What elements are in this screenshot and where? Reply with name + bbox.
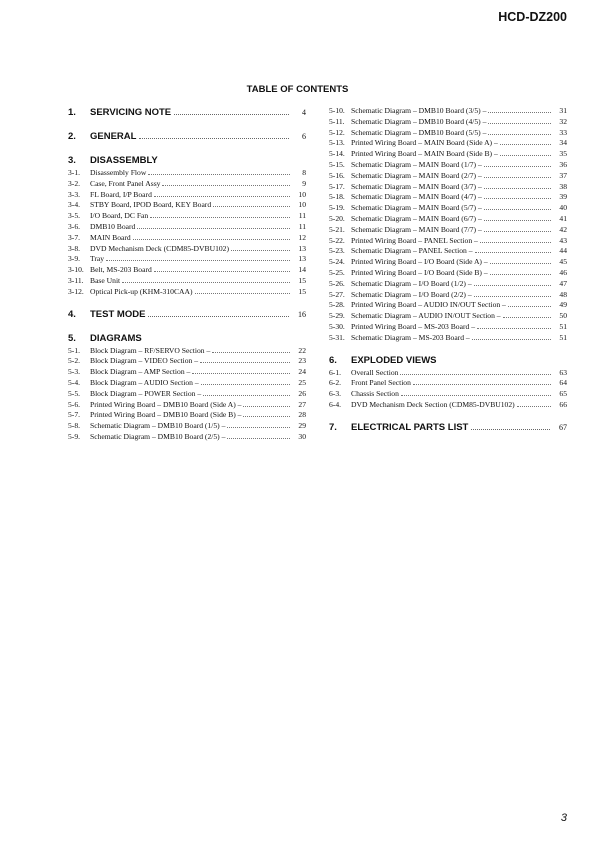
model-number: HCD-DZ200 [498, 10, 567, 24]
entry-label: I/O Board, DC Fan [90, 211, 149, 221]
entry-label: Tray [90, 254, 105, 264]
page-ref: 24 [298, 367, 306, 377]
entry-number: 3-7. [68, 232, 81, 242]
toc-entry[interactable] [329, 117, 567, 128]
entry-number: 3-3. [68, 189, 81, 199]
toc-entry[interactable] [68, 432, 306, 443]
entry-label: Printed Wiring Board – PANEL Section – [351, 235, 478, 245]
entry-label: Disassembly Flow [90, 168, 147, 177]
toc-entry[interactable] [329, 290, 567, 301]
section-label: EXPLODED VIEWS [351, 354, 437, 366]
section-number: 1. [68, 107, 76, 118]
dot-leader [243, 405, 290, 407]
disassembly-list [68, 168, 306, 298]
section-label: TEST MODE [90, 308, 146, 320]
page-ref: 23 [298, 356, 306, 366]
entry-number: 5-22. [329, 235, 345, 245]
page-ref: 66 [559, 399, 567, 409]
dot-leader [484, 230, 551, 232]
dot-leader [227, 426, 290, 428]
dot-leader [484, 197, 551, 199]
toc-entry[interactable] [68, 389, 306, 400]
toc-entry[interactable] [68, 222, 306, 233]
entry-label: Schematic Diagram – MAIN Board (6/7) – [351, 213, 482, 223]
toc-entry[interactable] [68, 400, 306, 411]
entry-number: 3-11. [68, 275, 84, 285]
page-ref: 25 [298, 377, 306, 387]
section-number: 3. [68, 155, 76, 166]
entry-label: Belt, MS-203 Board [90, 265, 152, 275]
dot-leader [480, 241, 551, 243]
page-ref: 35 [559, 149, 567, 159]
entry-number: 3-5. [68, 211, 81, 221]
entry-label: Schematic Diagram – MAIN Board (4/7) – [351, 192, 482, 202]
dot-leader [195, 292, 290, 294]
toc-title: TABLE OF CONTENTS [246, 84, 349, 95]
section-number: 5. [68, 332, 76, 344]
toc-left-column [68, 106, 306, 443]
entry-label: Schematic Diagram – DMB10 Board (4/5) – [351, 116, 487, 126]
section-label: SERVICING NOTE [90, 107, 172, 118]
dot-leader [484, 165, 551, 167]
entry-number: 5-29. [329, 311, 345, 321]
dot-leader [490, 262, 551, 264]
page-ref: 33 [559, 127, 567, 137]
entry-label: Block Diagram – RF/SERVO Section – [90, 345, 211, 355]
entry-label: Optical Pick-up (KHM-310CAA) [90, 286, 193, 296]
toc-section-diagrams[interactable] [68, 332, 306, 346]
toc-entry[interactable] [329, 279, 567, 290]
page-ref: 51 [559, 332, 567, 342]
entry-number: 6-3. [329, 389, 342, 399]
dot-leader [139, 137, 289, 139]
entry-number: 6-2. [329, 378, 342, 388]
entry-label: STBY Board, IPOD Board, KEY Board [90, 200, 212, 210]
dot-leader [401, 394, 551, 396]
entry-label: Overall Section [351, 367, 399, 377]
entry-number: 5-24. [329, 257, 345, 267]
entry-label: DVD Mechanism Deck Section (CDM85-DVBU102) [351, 399, 515, 409]
page-ref: 49 [559, 300, 567, 310]
toc-entry[interactable] [329, 236, 567, 247]
toc-right-column [329, 106, 567, 435]
page-ref: 48 [559, 289, 567, 299]
entry-label: Printed Wiring Board – MAIN Board (Side B) – [351, 149, 498, 159]
entry-number: 5-27. [329, 289, 345, 299]
entry-number: 5-25. [329, 267, 345, 277]
entry-number: 5-16. [329, 170, 345, 180]
entry-label: Block Diagram – POWER Section – [90, 388, 202, 398]
dot-leader [471, 428, 550, 430]
dot-leader [488, 111, 551, 113]
toc-entry[interactable] [329, 160, 567, 171]
section-label: DIAGRAMS [90, 332, 142, 344]
toc-entry[interactable] [329, 322, 567, 333]
page-ref: 4 [302, 108, 306, 117]
toc-entry[interactable] [329, 128, 567, 139]
entry-number: 3-10. [68, 265, 84, 275]
page-ref: 10 [298, 189, 306, 199]
entry-number: 3-8. [68, 243, 81, 253]
section-number: 6. [329, 354, 337, 366]
section-number: 2. [68, 131, 76, 142]
entry-label: Schematic Diagram – MAIN Board (1/7) – [351, 159, 482, 169]
dot-leader [488, 122, 551, 124]
dot-leader [154, 195, 290, 197]
entry-label: Block Diagram – VIDEO Section – [90, 356, 199, 366]
page-ref: 8 [302, 168, 306, 177]
entry-label: Schematic Diagram – MS-203 Board – [351, 332, 470, 342]
dot-leader [474, 284, 551, 286]
section-number: 7. [329, 421, 337, 433]
toc-entry[interactable] [68, 276, 306, 287]
toc-entry[interactable] [68, 287, 306, 298]
entry-number: 5-17. [329, 181, 345, 191]
toc-entry[interactable] [68, 211, 306, 222]
toc-entry[interactable] [329, 246, 567, 257]
page-ref: 26 [298, 388, 306, 398]
entry-number: 5-30. [329, 321, 345, 331]
dot-leader [227, 437, 290, 439]
entry-label: Printed Wiring Board – DMB10 Board (Side A) – [90, 399, 242, 409]
entry-number: 5-20. [329, 213, 345, 223]
toc-entry[interactable] [329, 368, 567, 379]
exploded-views-list [329, 368, 567, 411]
dot-leader [106, 259, 290, 261]
dot-leader [490, 273, 551, 275]
page-ref: 65 [559, 389, 567, 399]
toc-entry[interactable] [329, 182, 567, 193]
entry-number: 5-21. [329, 224, 345, 234]
toc-entry[interactable] [68, 168, 306, 179]
page-ref: 37 [559, 170, 567, 180]
entry-number: 5-2. [68, 356, 81, 366]
dot-leader [474, 295, 551, 297]
entry-label: Printed Wiring Board – DMB10 Board (Side B) – [90, 410, 242, 420]
toc-entry[interactable] [329, 333, 567, 344]
page-ref: 15 [298, 286, 306, 296]
entry-label: Schematic Diagram – PANEL Section – [351, 246, 473, 256]
entry-number: 5-19. [329, 203, 345, 213]
entry-number: 5-18. [329, 192, 345, 202]
page-ref: 46 [559, 267, 567, 277]
entry-number: 3-2. [68, 178, 81, 188]
diagrams-continued-list [329, 106, 567, 344]
entry-number: 3-1. [68, 168, 81, 177]
page-ref: 67 [559, 422, 567, 432]
dot-leader [484, 219, 551, 221]
entry-number: 5-6. [68, 399, 81, 409]
entry-number: 5-4. [68, 377, 81, 387]
page-ref: 28 [298, 410, 306, 420]
dot-leader [150, 216, 290, 218]
page-ref: 14 [298, 265, 306, 275]
toc-entry[interactable] [329, 311, 567, 322]
dot-leader [201, 383, 290, 385]
toc-entry[interactable] [68, 421, 306, 432]
dot-leader [472, 338, 551, 340]
dot-leader [488, 133, 551, 135]
toc-entry[interactable] [68, 378, 306, 389]
entry-label: Chassis Section [351, 389, 399, 399]
page-ref: 40 [559, 203, 567, 213]
toc-entry[interactable] [329, 214, 567, 225]
page-ref: 12 [298, 232, 306, 242]
entry-label: DVD Mechanism Deck (CDM85-DVBU102) [90, 243, 229, 253]
page-ref: 13 [298, 243, 306, 253]
toc-entry[interactable] [329, 192, 567, 203]
entry-number: 5-15. [329, 159, 345, 169]
toc-entry[interactable] [329, 225, 567, 236]
page-ref: 10 [298, 200, 306, 210]
entry-label: Printed Wiring Board – MAIN Board (Side A) – [351, 138, 498, 148]
dot-leader [148, 173, 290, 175]
entry-label: Schematic Diagram – AUDIO IN/OUT Section – [351, 311, 501, 321]
page-ref: 50 [559, 311, 567, 321]
toc-entry[interactable] [329, 203, 567, 214]
page-ref: 39 [559, 192, 567, 202]
page-ref: 36 [559, 159, 567, 169]
entry-label: Case, Front Panel Assy [90, 178, 161, 188]
dot-leader [154, 270, 290, 272]
dot-leader [500, 154, 551, 156]
page-ref: 32 [559, 116, 567, 126]
entry-number: 3-6. [68, 221, 81, 231]
dot-leader [484, 208, 551, 210]
page-ref: 11 [298, 211, 306, 221]
page-ref: 45 [559, 257, 567, 267]
toc-entry[interactable] [68, 254, 306, 265]
entry-label: Schematic Diagram – MAIN Board (3/7) – [351, 181, 482, 191]
entry-label: Printed Wiring Board – I/O Board (Side A) – [351, 257, 488, 267]
toc-entry[interactable] [68, 190, 306, 201]
toc-entry[interactable] [329, 257, 567, 268]
page-ref: 38 [559, 181, 567, 191]
page-ref: 44 [559, 246, 567, 256]
toc-entry[interactable] [68, 244, 306, 255]
entry-label: Schematic Diagram – I/O Board (1/2) – [351, 278, 472, 288]
entry-label: Printed Wiring Board – AUDIO IN/OUT Section – [351, 300, 506, 310]
toc-section-general[interactable] [68, 130, 306, 144]
toc-entry[interactable] [329, 138, 567, 149]
entry-label: Printed Wiring Board – I/O Board (Side B) – [351, 267, 488, 277]
page-ref: 41 [559, 213, 567, 223]
toc-entry[interactable] [68, 346, 306, 357]
toc-entry[interactable] [68, 179, 306, 190]
toc-section-exploded-views[interactable] [329, 354, 567, 368]
dot-leader [213, 205, 290, 207]
entry-number: 3-12. [68, 286, 84, 296]
entry-label: Block Diagram – AUDIO Section – [90, 377, 199, 387]
page-ref: 42 [559, 224, 567, 234]
toc-entry[interactable] [68, 265, 306, 276]
dot-leader [484, 187, 551, 189]
entry-number: 5-10. [329, 106, 345, 115]
toc-entry[interactable] [68, 356, 306, 367]
entry-label: Schematic Diagram – MAIN Board (7/7) – [351, 224, 482, 234]
entry-label: Base Unit [90, 275, 121, 285]
dot-leader [203, 394, 290, 396]
page-ref: 16 [298, 309, 306, 319]
toc-entry[interactable] [329, 378, 567, 389]
dot-leader [212, 351, 290, 353]
toc-entry[interactable] [68, 410, 306, 421]
page-ref: 27 [298, 399, 306, 409]
page-ref: 51 [559, 321, 567, 331]
entry-number: 6-4. [329, 399, 342, 409]
dot-leader [517, 405, 551, 407]
toc-entry[interactable] [329, 400, 567, 411]
entry-number: 5-12. [329, 127, 345, 137]
dot-leader [122, 281, 290, 283]
entry-label: Schematic Diagram – I/O Board (2/2) – [351, 289, 472, 299]
entry-label: Schematic Diagram – MAIN Board (2/7) – [351, 170, 482, 180]
page-ref: 9 [302, 178, 306, 188]
dot-leader [503, 316, 551, 318]
section-label: ELECTRICAL PARTS LIST [351, 421, 469, 433]
page-ref: 15 [298, 275, 306, 285]
dot-leader [137, 227, 290, 229]
dot-leader [148, 315, 289, 317]
dot-leader [231, 249, 290, 251]
dot-leader [477, 327, 551, 329]
toc-entry[interactable] [329, 389, 567, 400]
dot-leader [484, 176, 551, 178]
page-ref: 63 [559, 367, 567, 377]
entry-label: FL Board, I/P Board [90, 189, 152, 199]
toc-entry[interactable] [329, 106, 567, 117]
entry-label: Schematic Diagram – DMB10 Board (1/5) – [90, 421, 226, 431]
entry-number: 6-1. [329, 367, 342, 377]
entry-number: 5-31. [329, 332, 345, 342]
page-ref: 43 [559, 235, 567, 245]
entry-number: 5-3. [68, 367, 81, 377]
toc-entry[interactable] [68, 367, 306, 378]
entry-label: Schematic Diagram – DMB10 Board (3/5) – [351, 106, 487, 115]
entry-label: Schematic Diagram – MAIN Board (5/7) – [351, 203, 482, 213]
entry-number: 5-5. [68, 388, 81, 398]
page-ref: 11 [298, 221, 306, 231]
dot-leader [174, 113, 289, 115]
toc-entry[interactable] [329, 171, 567, 182]
section-label: GENERAL [90, 131, 137, 142]
entry-label: Schematic Diagram – DMB10 Board (2/5) – [90, 431, 226, 441]
entry-number: 3-4. [68, 200, 81, 210]
toc-entry[interactable] [329, 300, 567, 311]
dot-leader [133, 238, 290, 240]
dot-leader [475, 251, 551, 253]
entry-number: 5-23. [329, 246, 345, 256]
entry-number: 5-8. [68, 421, 81, 431]
entry-number: 3-9. [68, 254, 81, 264]
dot-leader [500, 143, 551, 145]
entry-number: 5-14. [329, 149, 345, 159]
page-ref: 22 [298, 345, 306, 355]
page-ref: 6 [302, 132, 306, 141]
dot-leader [400, 373, 551, 375]
dot-leader [508, 305, 551, 307]
entry-number: 5-1. [68, 345, 81, 355]
entry-number: 5-13. [329, 138, 345, 148]
page-ref: 34 [559, 138, 567, 148]
entry-label: Front Panel Section [351, 378, 411, 388]
entry-label: Printed Wiring Board – MS-203 Board – [351, 321, 475, 331]
toc-section-electrical-parts[interactable] [329, 421, 567, 435]
dot-leader [162, 184, 290, 186]
toc-entry[interactable] [68, 233, 306, 244]
page-ref: 64 [559, 378, 567, 388]
entry-number: 5-7. [68, 410, 81, 420]
diagrams-list [68, 346, 306, 443]
page-ref: 13 [298, 254, 306, 264]
dot-leader [413, 383, 551, 385]
page-number: 3 [560, 812, 567, 824]
toc-entry[interactable] [329, 149, 567, 160]
entry-number: 5-28. [329, 300, 345, 310]
toc-section-servicing[interactable] [68, 106, 306, 120]
dot-leader [243, 415, 290, 417]
page-ref: 47 [559, 278, 567, 288]
entry-label: MAIN Board [90, 232, 131, 242]
section-label: DISASSEMBLY [90, 155, 158, 166]
entry-label: DMB10 Board [90, 221, 136, 231]
dot-leader [200, 361, 290, 363]
toc-section-test-mode[interactable] [68, 308, 306, 322]
entry-label: Schematic Diagram – DMB10 Board (5/5) – [351, 127, 487, 137]
entry-number: 5-9. [68, 431, 81, 441]
toc-entry[interactable] [68, 200, 306, 211]
entry-number: 5-26. [329, 278, 345, 288]
page-ref: 30 [298, 431, 306, 441]
page-ref: 29 [298, 421, 306, 431]
toc-section-disassembly[interactable] [68, 154, 306, 168]
dot-leader [192, 372, 290, 374]
toc-entry[interactable] [329, 268, 567, 279]
section-number: 4. [68, 308, 76, 320]
entry-number: 5-11. [329, 116, 345, 126]
page-ref: 31 [559, 106, 567, 115]
entry-label: Block Diagram – AMP Section – [90, 367, 191, 377]
